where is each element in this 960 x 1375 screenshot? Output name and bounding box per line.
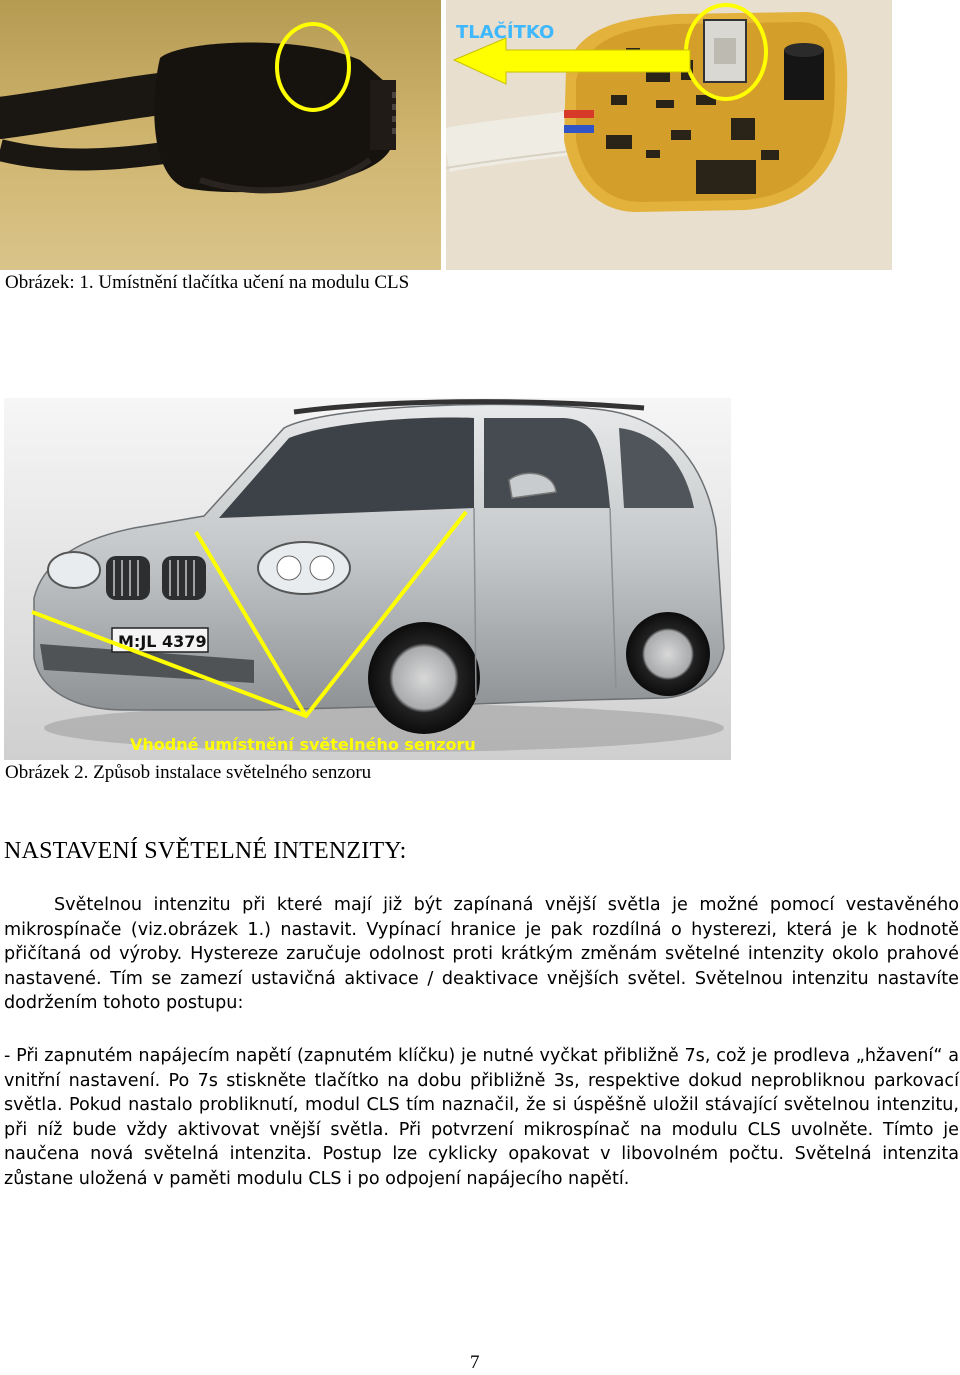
figure-2-caption: Obrázek 2. Způsob instalace světelného senzoru <box>5 762 372 783</box>
paragraph-line: přičítaná od výroby. Hystereze zaručuje odolnost proti krátkým změnám světelné intenzity okolo prahové <box>4 944 959 965</box>
paragraph-line: světla. Pokud nastalo probliknutí, modul CLS tím naznačil, že si úspěšně uložil stávající světelnou intenzitu, <box>4 1095 959 1116</box>
sensor-overlay-label: Vhodné umístnění světelného senzoru <box>130 735 476 754</box>
section-heading: NASTAVENÍ SVĚTELNÉ INTENZITY: <box>4 838 407 864</box>
cable-photo <box>0 0 441 270</box>
paragraph-line: mikrospínače (viz.obrázek 1.) nastavit. Vypínací hranice je pak rozdílná o hysterezi, která je k hodnotě <box>4 919 959 940</box>
license-plate-text: M:JL 4379 <box>118 632 207 651</box>
paragraph-line: při níž bude vždy aktivovat vnější světla. Při potvrzení mikrospínač na modulu CLS uvolněte. Tímto je <box>4 1119 959 1140</box>
page-number: 7 <box>470 1352 480 1373</box>
photo-label: TLAČÍTKO <box>456 22 555 43</box>
pcb-photo <box>446 0 892 270</box>
paragraph-line: vnitřní nastavení. Po 7s stiskněte tlačítko na dobu přibližně 3s, respektive dokud neprobliknou parkovací <box>4 1070 959 1091</box>
paragraph-line: nastavené. Tím se zamezí ustavičná aktivace / deaktivace vnějších světel. Světelnou intenzitu nastavíte <box>4 968 959 989</box>
paragraph-procedure <box>4 1044 959 1192</box>
paragraph-line: dodržením tohoto postupu: <box>4 993 244 1014</box>
car-photo <box>4 398 731 760</box>
paragraph-line: Světelnou intenzitu při které mají již být zapínaná vnější světla je možné pomocí vestavěného <box>54 895 959 915</box>
paragraph-intro <box>4 893 959 1016</box>
paragraph-line: - Při zapnutém napájecím napětí (zapnutém klíčku) je nutné vyčkat přibližně 7s, což je prodleva „hžavení“ a <box>4 1046 959 1066</box>
paragraph-line: zůstane uložená v paměti modulu CLS i po odpojení napájecího napětí. <box>4 1168 630 1189</box>
paragraph-line: naučena nová světelná intenzita. Postup lze cyklicky opakovat v libovolném počtu. Světelná intenzita <box>4 1144 959 1165</box>
figure-1-caption: Obrázek: 1. Umístnění tlačítka učení na modulu CLS <box>5 272 410 293</box>
